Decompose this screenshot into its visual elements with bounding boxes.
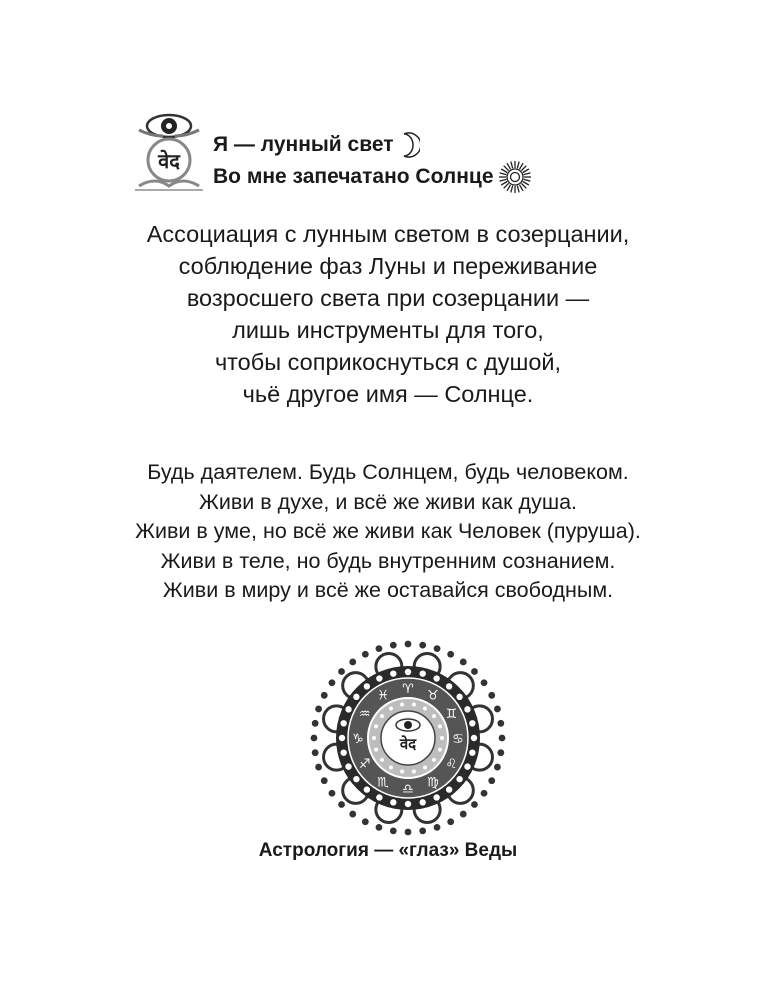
zodiac-sign-icon: ♓ bbox=[377, 688, 389, 704]
text-line: Живи в теле, но будь внутренним сознанием. bbox=[160, 548, 616, 573]
text-line: лишь инструменты для того, bbox=[232, 317, 544, 343]
title-line-2-text: Во мне запечатано Солнце bbox=[213, 165, 494, 188]
emblem-center-text: वेद bbox=[399, 735, 417, 753]
text-line: Будь даятелем. Будь Солнцем, будь человеком. bbox=[147, 460, 629, 484]
text-line: Живи в миру и всё же оставайся свободным. bbox=[162, 578, 614, 602]
zodiac-sign-icon: ♏ bbox=[377, 775, 389, 791]
text-line: возросшего света при созерцании — bbox=[186, 285, 590, 311]
crescent-moon-icon bbox=[396, 132, 420, 158]
text-line: Ассоциация с лунным светом в созерцании, bbox=[146, 221, 630, 247]
text-line: Живи в уме, но всё же живи как Человек (пуруша). bbox=[135, 519, 641, 543]
zodiac-sign-icon: ♈ bbox=[402, 682, 414, 697]
zodiac-mandala-emblem bbox=[310, 640, 506, 836]
zodiac-sign-icon: ♋ bbox=[452, 732, 464, 747]
zodiac-sign-icon: ♐ bbox=[358, 757, 371, 772]
be-giver-paragraph bbox=[0, 458, 776, 606]
text-line: чтобы соприкоснуться с душой, bbox=[214, 349, 562, 375]
zodiac-sign-icon: ♑ bbox=[352, 732, 364, 747]
text-line: соблюдение фаз Луны и переживание bbox=[178, 253, 598, 279]
title-line-1-text: Я — лунный свет bbox=[213, 133, 394, 156]
zodiac-sign-icon: ♒ bbox=[358, 707, 371, 722]
zodiac-sign-icon: ♍ bbox=[427, 775, 439, 791]
text-line: чьё другое имя — Солнце. bbox=[242, 381, 534, 407]
title-line-2 bbox=[213, 160, 532, 194]
sun-icon bbox=[498, 160, 532, 194]
veda-eye-logo bbox=[133, 110, 205, 192]
text-line: Живи в духе, и всё же живи как душа. bbox=[198, 489, 577, 514]
chapter-header bbox=[133, 108, 603, 192]
header-titles bbox=[213, 130, 532, 194]
zodiac-sign-icon: ♎ bbox=[402, 782, 414, 797]
zodiac-sign-icon: ♌ bbox=[445, 757, 458, 772]
moonlight-paragraph bbox=[0, 218, 776, 410]
zodiac-sign-icon: ♊ bbox=[445, 707, 458, 722]
logo-text: वेद bbox=[158, 149, 180, 173]
title-line-1 bbox=[213, 130, 532, 160]
zodiac-sign-icon: ♉ bbox=[427, 688, 439, 704]
emblem-caption: Астрология — «глаз» Веды bbox=[258, 840, 518, 861]
